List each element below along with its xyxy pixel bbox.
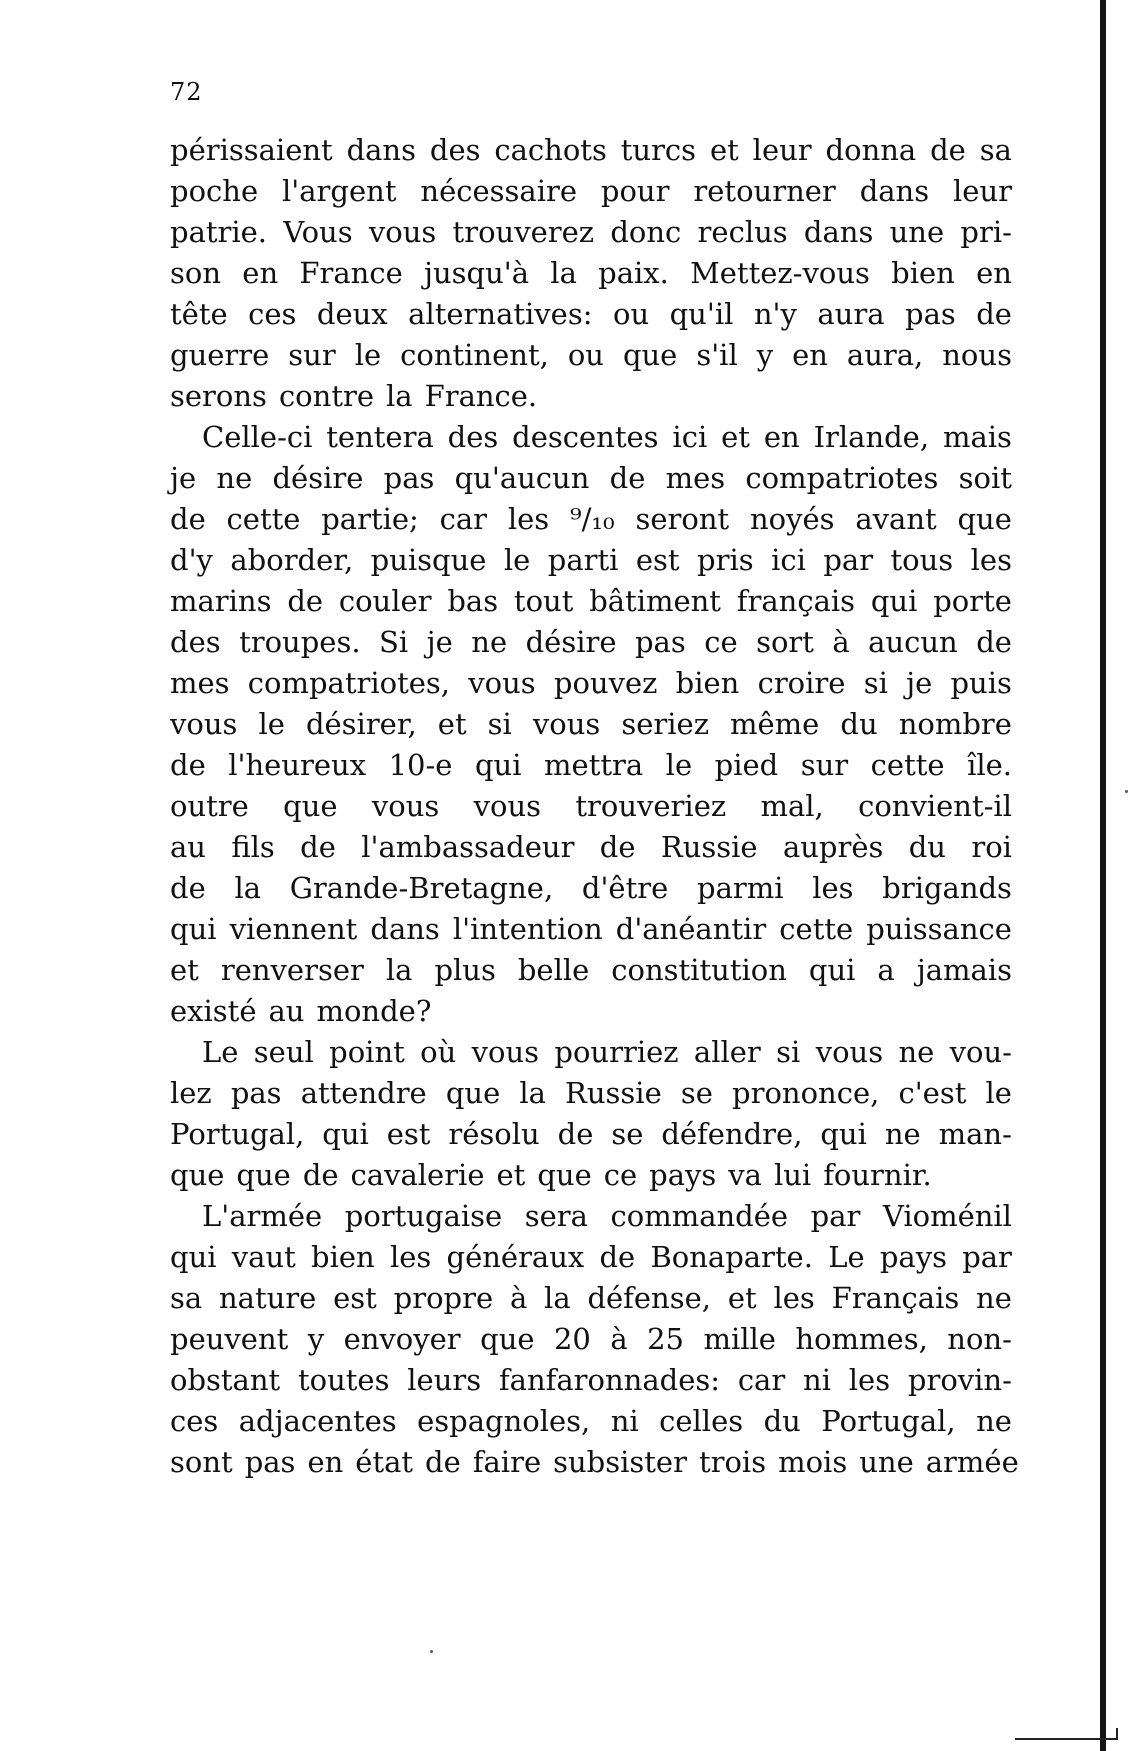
scan-speck: [1125, 790, 1128, 793]
text-line: lez pas attendre que la Russie se prononce, c'est le: [170, 1076, 1012, 1110]
text-line: mes compatriotes, vous pouvez bien croire si je puis: [170, 666, 1012, 700]
text-line: Portugal, qui est résolu de se défendre, qui ne man-: [170, 1117, 1012, 1151]
text-line: sa nature est propre à la défense, et les Français ne: [170, 1281, 1012, 1315]
paragraph: [170, 1032, 1012, 1196]
text-line: je ne désire pas qu'aucun de mes compatriotes soit: [170, 461, 1012, 495]
text-line: qui vaut bien les généraux de Bonaparte. Le pays par: [170, 1240, 1012, 1274]
bottom-corner-tick: [1116, 1728, 1118, 1740]
text-line: de la Grande-Bretagne, d'être parmi les brigands: [170, 871, 1012, 905]
paragraph: [170, 417, 1012, 1032]
text-line: patrie. Vous vous trouverez donc reclus dans une pri-: [170, 215, 1012, 249]
text-line: L'armée portugaise sera commandée par Vioménil: [202, 1199, 1012, 1233]
text-line: au fils de l'ambassadeur de Russie auprès du roi: [170, 830, 1012, 864]
text-line: périssaient dans des cachots turcs et leur donna de sa: [170, 133, 1012, 167]
text-line: peuvent y envoyer que 20 à 25 mille hommes, non-: [170, 1322, 1012, 1356]
paragraph: [170, 1196, 1019, 1483]
scan-speck: [430, 1650, 433, 1653]
text-line: son en France jusqu'à la paix. Mettez-vous bien en: [170, 256, 1012, 290]
bottom-corner-rule: [1015, 1738, 1118, 1740]
text-line: des troupes. Si je ne désire pas ce sort à aucun de: [170, 625, 1012, 659]
text-line: que que de cavalerie et que ce pays va lui fournir.: [170, 1158, 932, 1192]
text-line: Celle-ci tentera des descentes ici et en Irlande, mais: [202, 420, 1012, 454]
text-line: tête ces deux alternatives: ou qu'il n'y aura pas de: [170, 297, 1012, 331]
text-line: vous le désirer, et si vous seriez même du nombre: [170, 707, 1012, 741]
text-line: outre que vous vous trouveriez mal, convient-il: [170, 789, 1012, 823]
text-line: qui viennent dans l'intention d'anéantir cette puissance: [170, 912, 1012, 946]
text-line: et renverser la plus belle constitution qui a jamais: [170, 953, 1012, 987]
body-text: [170, 130, 1019, 1483]
text-line: serons contre la France.: [170, 379, 538, 413]
text-line: obstant toutes leurs fanfaronnades: car ni les provin-: [170, 1363, 1012, 1397]
page-number: 72: [170, 78, 203, 106]
scan-edge-line: [1100, 0, 1106, 1751]
text-line: ces adjacentes espagnoles, ni celles du Portugal, ne: [170, 1404, 1012, 1438]
text-line: de l'heureux 10-e qui mettra le pied sur cette île.: [170, 748, 1012, 782]
text-line: poche l'argent nécessaire pour retourner dans leur: [170, 174, 1012, 208]
paragraph: [170, 130, 1012, 417]
text-line: existé au monde?: [170, 994, 432, 1028]
text-line: sont pas en état de faire subsister trois mois une armée: [170, 1445, 1019, 1479]
text-line: guerre sur le continent, ou que s'il y en aura, nous: [170, 338, 1012, 372]
text-line: d'y aborder, puisque le parti est pris ici par tous les: [170, 543, 1012, 577]
text-line: de cette partie; car les ⁹/₁₀ seront noyés avant que: [170, 502, 1012, 536]
text-line: Le seul point où vous pourriez aller si vous ne vou-: [202, 1035, 1012, 1069]
text-line: marins de couler bas tout bâtiment français qui porte: [170, 584, 1012, 618]
